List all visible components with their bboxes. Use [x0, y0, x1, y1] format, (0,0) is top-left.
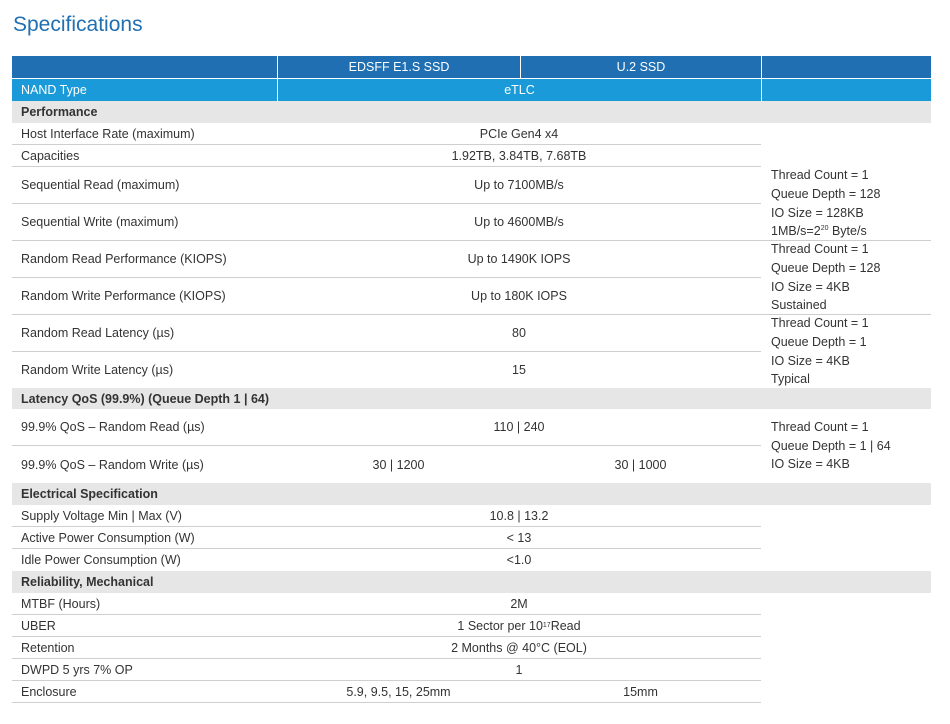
table-row — [12, 681, 761, 703]
row-value-e1s: 5.9, 9.5, 15, 25mm — [346, 684, 451, 699]
row-value: PCIe Gen4 x4 — [479, 126, 559, 141]
note-text: Byte/s — [828, 224, 867, 239]
note-sequential — [761, 167, 931, 241]
note-qos — [761, 409, 931, 483]
note-line — [771, 222, 931, 241]
row-label: Supply Voltage Min | Max (V) — [21, 508, 182, 523]
table-row — [12, 278, 761, 315]
row-value-u2: 15mm — [623, 684, 658, 699]
table-row — [12, 505, 761, 527]
nand-label: NAND Type — [21, 83, 87, 97]
table-row — [12, 145, 761, 167]
note-line: IO Size = 4KB — [771, 279, 850, 294]
nand-row — [12, 79, 931, 101]
row-label: MTBF (Hours) — [21, 596, 101, 611]
row-value-u2: 30 | 1000 — [614, 457, 667, 472]
table-row — [12, 315, 761, 352]
note-latency — [761, 315, 931, 388]
table-header — [12, 56, 931, 78]
value-text: Read — [550, 618, 581, 633]
row-label: UBER — [21, 618, 56, 633]
note-line: Sustained — [771, 298, 827, 313]
note-line: Typical — [771, 372, 810, 387]
section-electrical — [12, 483, 931, 505]
table-row — [12, 167, 761, 204]
table-row — [12, 637, 761, 659]
note-line: Queue Depth = 1 | 64 — [771, 438, 891, 453]
row-value: < 13 — [506, 530, 532, 545]
row-value: Up to 4600MB/s — [474, 215, 564, 229]
table-row — [12, 241, 761, 278]
table-row — [12, 659, 761, 681]
section-reliability — [12, 571, 931, 593]
row-label: Sequential Write (maximum) — [21, 215, 179, 229]
row-label: Active Power Consumption (W) — [21, 530, 195, 545]
section-title: Electrical Specification — [21, 487, 158, 501]
nand-value: eTLC — [277, 79, 761, 101]
header-notes — [761, 56, 931, 78]
note-line: Thread Count = 1 — [771, 167, 869, 182]
header-e1s: EDSFF E1.S SSD — [277, 56, 520, 78]
table-row — [12, 549, 761, 571]
section-title: Latency QoS (99.9%) (Queue Depth 1 | 64) — [21, 391, 270, 406]
note-text: 1MB/s=2 — [771, 224, 821, 239]
note-random — [761, 241, 931, 315]
row-value: 80 — [512, 326, 526, 340]
row-label: 99.9% QoS – Random Write (µs) — [21, 457, 204, 472]
page-title: Specifications — [13, 13, 143, 36]
row-label: Idle Power Consumption (W) — [21, 553, 181, 567]
section-latency-qos — [12, 388, 931, 409]
value-text: 1 Sector per 10 — [457, 618, 543, 633]
header-u2: U.2 SSD — [520, 56, 761, 78]
table-row — [12, 123, 761, 145]
row-value: 1 Sector per 10 17 Read — [457, 618, 581, 633]
section-title: Performance — [21, 105, 98, 119]
row-label: Random Read Latency (µs) — [21, 326, 175, 340]
row-value: 15 — [512, 363, 526, 377]
table-row — [12, 593, 761, 615]
note-line: IO Size = 4KB — [771, 353, 850, 368]
row-value: Up to 1490K IOPS — [467, 252, 571, 266]
note-line: IO Size = 4KB — [771, 457, 850, 472]
row-label: Sequential Read (maximum) — [21, 178, 180, 192]
table-row — [12, 409, 761, 446]
row-label: Enclosure — [21, 684, 77, 699]
row-value: 10.8 | 13.2 — [489, 508, 549, 523]
table-row — [12, 615, 761, 637]
row-label: 99.9% QoS – Random Read (µs) — [21, 420, 205, 434]
table-row — [12, 352, 761, 388]
row-label: Host Interface Rate (maximum) — [21, 126, 195, 141]
row-value: 110 | 240 — [493, 420, 545, 434]
row-value: Up to 7100MB/s — [474, 178, 564, 192]
note-line: Queue Depth = 128 — [771, 260, 881, 275]
row-value: Up to 180K IOPS — [471, 289, 567, 303]
row-value: 2M — [510, 596, 528, 611]
table-row — [12, 204, 761, 241]
row-value: 1 — [515, 662, 523, 677]
row-label: DWPD 5 yrs 7% OP — [21, 662, 133, 677]
note-line: IO Size = 128KB — [771, 205, 864, 220]
row-value: <1.0 — [506, 553, 532, 567]
row-value: 2 Months @ 40°C (EOL) — [451, 640, 587, 655]
note-exponent: 20 — [820, 225, 829, 233]
section-performance — [12, 101, 931, 123]
row-label: Random Write Performance (KIOPS) — [21, 289, 226, 303]
note-line: Thread Count = 1 — [771, 315, 869, 330]
nand-note — [761, 79, 931, 101]
note-line: Queue Depth = 128 — [771, 186, 881, 201]
row-value: 1.92TB, 3.84TB, 7.68TB — [451, 148, 587, 163]
section-title: Reliability, Mechanical — [21, 575, 154, 589]
row-label: Random Write Latency (µs) — [21, 363, 174, 377]
note-line: Thread Count = 1 — [771, 241, 869, 256]
table-row — [12, 446, 761, 483]
row-label: Random Read Performance (KIOPS) — [21, 252, 227, 266]
note-line: Thread Count = 1 — [771, 419, 869, 434]
table-row — [12, 527, 761, 549]
row-label: Capacities — [21, 148, 80, 163]
note-line: Queue Depth = 1 — [771, 334, 867, 349]
row-label: Retention — [21, 640, 75, 655]
header-blank — [12, 56, 277, 78]
row-value-e1s: 30 | 1200 — [372, 457, 425, 472]
